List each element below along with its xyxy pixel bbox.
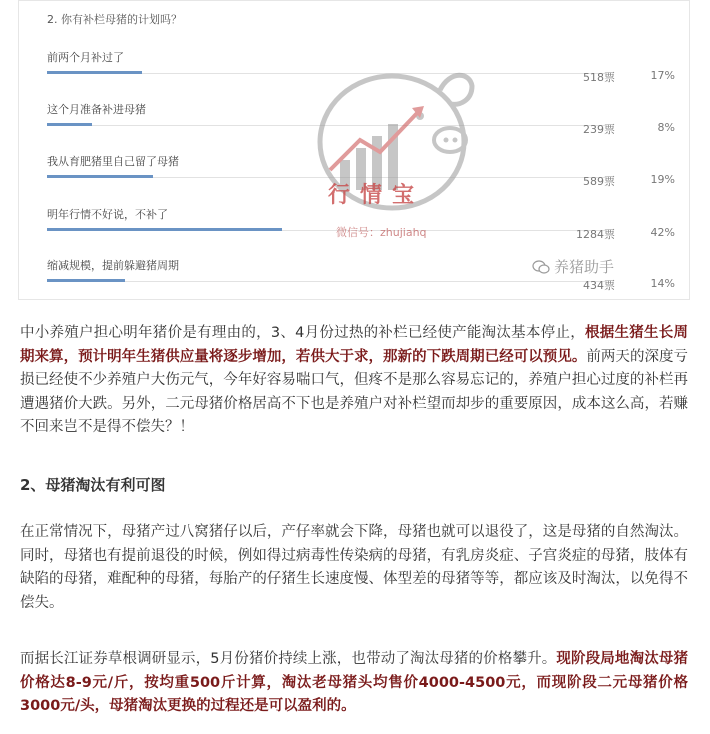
poll-option-percent: 19% <box>650 173 675 186</box>
watermark-subtitle: 微信号：zhujiahq <box>336 226 427 239</box>
poll-option-track <box>47 281 607 282</box>
poll-question: 2. 你有补栏母猪的计划吗？ <box>47 13 182 26</box>
poll-option-label: 明年行情不好说，不补了 <box>47 208 168 221</box>
article-paragraph-1 <box>20 322 688 440</box>
brand-name: 养猪助手 <box>554 258 615 276</box>
poll-option-percent: 17% <box>650 69 675 82</box>
poll-option-bar <box>47 175 153 178</box>
poll-option-label: 我从育肥猪里自己留了母猪 <box>47 155 179 168</box>
poll-option-percent: 14% <box>650 277 675 290</box>
poll-option-bar <box>47 228 282 231</box>
section-heading: 2、母猪淘汰有利可图 <box>20 476 166 494</box>
pig-logo-watermark <box>300 60 490 240</box>
poll-option-votes: 1284票 <box>576 228 615 241</box>
paragraph-highlight: 根据生猪生长周期来算，预计明年生猪供应量将逐步增加，若供大于求，那新的下跌周期已经可以预见。 <box>20 325 689 365</box>
poll-option-bar <box>47 71 142 74</box>
wechat-icon <box>532 260 550 274</box>
article-paragraph-2: 在正常情况下，母猪产过八窝猪仔以后，产仔率就会下降，母猪也就可以退役了，这是母猪的自然淘汰。同时，母猪也有提前退役的时候，例如得过病毒性传染病的母猪，有乳房炎症、子宫炎症的母猪，肢体有缺陷的母猪，难配种的母猪，每胎产的仔猪生长速度慢、体型差的母猪等等，都应该及时淘汰，以免得不偿失。 <box>20 524 688 611</box>
paragraph-text: 中小养殖户担心明年猪价是有理由的，3、4月份过热的补栏已经使产能淘汰基本停止， <box>20 325 585 341</box>
paragraph-text: 前两天的深度亏损已经使不少养殖户大伤元气，今年好容易喘口气，但疼不是那么容易忘记的，养殖户担心过度的补栏再遭遇猪价大跌。另外，二元母猪价格居高不下也是养殖户对补栏望而却步的重要原因，成本这么高，若赚不回来岂不是得不偿失？！ <box>20 348 689 435</box>
poll-option-percent: 42% <box>650 226 675 239</box>
paragraph-highlight: 现阶段局地淘汰母猪价格达8-9元/斤，按均重500斤计算，淘汰老母猪头均售价4000-4500元，而现阶段二元母猪价格3000元/头，母猪淘汰更换的过程还是可以盈利的。 <box>20 651 688 714</box>
poll-option-percent: 8% <box>657 121 675 134</box>
watermark-title: 行情宝 <box>328 183 425 208</box>
paragraph-text: 而据长江证券草根调研显示，5月份猪价持续上涨，也带动了淘汰母猪的价格攀升。 <box>20 651 557 667</box>
poll-option-votes: 434票 <box>583 279 615 292</box>
poll-option-votes: 589票 <box>583 175 615 188</box>
poll-option-label: 前两个月补过了 <box>47 51 124 64</box>
poll-option-label: 缩减规模，提前躲避猪周期 <box>47 259 179 272</box>
brand-watermark <box>532 256 614 277</box>
poll-option-votes: 239票 <box>583 123 615 136</box>
poll-option-votes: 518票 <box>583 71 615 84</box>
poll-option-bar <box>47 123 92 126</box>
article-paragraph-3 <box>20 648 688 719</box>
poll-option-label: 这个月准备补进母猪 <box>47 103 146 116</box>
poll-option-bar <box>47 279 125 282</box>
